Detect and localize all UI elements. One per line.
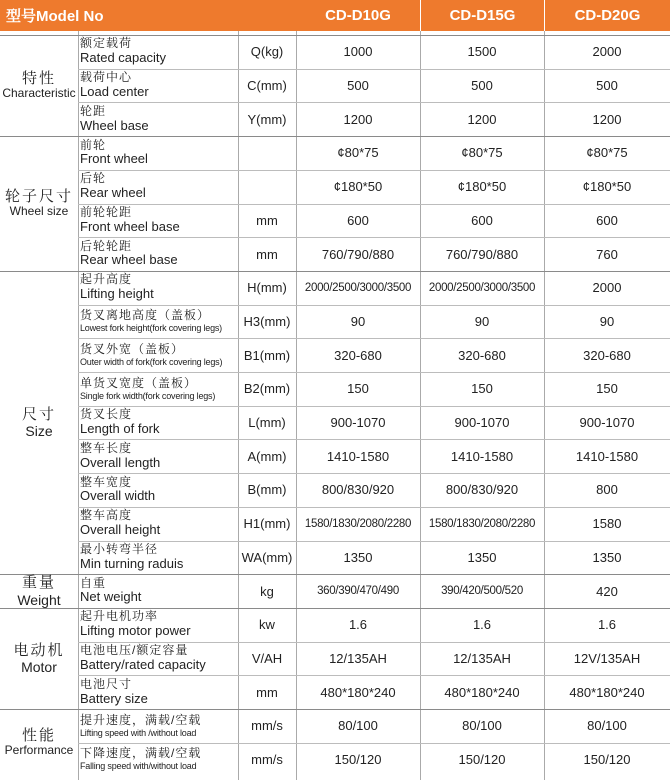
param-label-cn: 提升速度，满载/空载 bbox=[80, 712, 202, 727]
value-cell: 150/120 bbox=[458, 752, 506, 768]
value-cell: 480*180*240 bbox=[569, 684, 645, 700]
param-label bbox=[80, 406, 236, 440]
param-label-cn: 整车宽度 bbox=[80, 474, 133, 489]
unit-cell: mm bbox=[256, 684, 278, 700]
value-cell: 500 bbox=[347, 78, 369, 94]
param-label-cn: 电池电压/额定容量 bbox=[80, 643, 189, 658]
unit-cell: V/AH bbox=[251, 650, 283, 666]
unit-cell: kw bbox=[259, 617, 275, 633]
value-cell: 320-680 bbox=[334, 347, 382, 363]
value-cell: 2000 bbox=[592, 44, 622, 60]
group-label bbox=[0, 271, 78, 574]
group-label-cn: 轮子尺寸 bbox=[4, 187, 73, 205]
value-cell: 150 bbox=[347, 381, 369, 397]
value-cell: 600 bbox=[347, 212, 369, 228]
value-cell: 80/100 bbox=[462, 718, 502, 734]
param-label-cn: 电池尺寸 bbox=[80, 676, 133, 691]
param-label-cn: 起升电机功率 bbox=[80, 609, 159, 624]
param-label bbox=[80, 136, 236, 170]
value-cell: 12/135AH bbox=[453, 650, 511, 666]
value-cell: 900-1070 bbox=[330, 415, 386, 431]
group-label-cn: 电动机 bbox=[13, 641, 65, 659]
model-header-label: 型号Model No bbox=[0, 0, 296, 31]
group-label-en: Performance bbox=[4, 743, 74, 758]
group-label-en: Weight bbox=[17, 591, 61, 608]
value-cell: 90 bbox=[599, 313, 615, 329]
param-label-cn: 下降速度，满载/空载 bbox=[80, 746, 202, 761]
model-header-cd-d20g: CD-D20G bbox=[544, 0, 670, 31]
param-label-en: Overall width bbox=[80, 488, 156, 504]
value-cell: 1.6 bbox=[472, 617, 492, 633]
param-label-cn: 前轮 bbox=[80, 137, 107, 152]
group-label-en: Motor bbox=[21, 659, 57, 676]
param-label-en: Lifting height bbox=[80, 286, 154, 302]
param-label-cn: 后轮 bbox=[80, 171, 107, 186]
value-cell: 12/135AH bbox=[329, 650, 387, 666]
param-label bbox=[80, 102, 236, 136]
value-cell: 480*180*240 bbox=[320, 684, 396, 700]
unit-cell: WA(mm) bbox=[241, 549, 293, 565]
param-label-en: Outer width of fork(fork covering legs) bbox=[80, 356, 223, 367]
param-label bbox=[80, 372, 236, 406]
value-cell: ¢180*50 bbox=[457, 179, 507, 195]
param-label-cn: 自重 bbox=[80, 575, 107, 590]
param-label-cn: 货叉离地高度（盖板） bbox=[80, 308, 211, 323]
value-cell: 760/790/880 bbox=[445, 246, 519, 262]
value-cell: 150 bbox=[471, 381, 493, 397]
param-label bbox=[80, 271, 236, 305]
param-label-cn: 后轮轮距 bbox=[80, 238, 133, 253]
value-cell: 80/100 bbox=[587, 718, 627, 734]
value-cell: 1350 bbox=[467, 549, 497, 565]
param-label bbox=[80, 69, 236, 103]
param-label-en: Rated capacity bbox=[80, 50, 166, 66]
param-label-en: Length of fork bbox=[80, 420, 160, 436]
unit-cell: A(mm) bbox=[247, 448, 287, 464]
group-label-cn: 重量 bbox=[21, 574, 56, 592]
model-header-cd-d10g: CD-D10G bbox=[296, 0, 420, 31]
param-label bbox=[80, 237, 236, 271]
value-cell: 760 bbox=[596, 246, 618, 262]
value-cell: ¢80*75 bbox=[461, 145, 503, 161]
value-cell: 800/830/920 bbox=[321, 482, 395, 498]
param-label bbox=[80, 642, 236, 676]
value-cell: 800 bbox=[596, 482, 618, 498]
value-cell: 320-680 bbox=[458, 347, 506, 363]
value-cell: 500 bbox=[471, 78, 493, 94]
param-label bbox=[80, 305, 236, 339]
param-label bbox=[80, 541, 236, 575]
param-label-cn: 整车高度 bbox=[80, 508, 133, 523]
value-cell: 600 bbox=[471, 212, 493, 228]
value-cell: 1200 bbox=[592, 111, 622, 127]
value-cell: ¢180*50 bbox=[582, 179, 632, 195]
value-cell: 150 bbox=[596, 381, 618, 397]
param-label-en: Min turning raduis bbox=[80, 555, 184, 571]
group-label-en: Size bbox=[25, 423, 53, 440]
group-label-en: Characteristic bbox=[2, 86, 76, 101]
value-cell: 1000 bbox=[343, 44, 373, 60]
unit-cell: Q(kg) bbox=[250, 44, 284, 60]
group-label-en: Wheel size bbox=[9, 204, 69, 219]
param-label bbox=[80, 507, 236, 541]
value-cell: 2000/2500/3000/3500 bbox=[428, 281, 536, 294]
value-cell: 800/830/920 bbox=[445, 482, 519, 498]
param-label bbox=[80, 338, 236, 372]
param-label bbox=[80, 743, 236, 777]
unit-cell: Y(mm) bbox=[247, 111, 287, 127]
param-label bbox=[80, 675, 236, 709]
group-label-cn: 性能 bbox=[21, 727, 56, 745]
unit-cell: H1(mm) bbox=[243, 516, 291, 532]
value-cell: 320-680 bbox=[583, 347, 631, 363]
value-cell: 390/420/500/520 bbox=[441, 585, 523, 598]
unit-cell: C(mm) bbox=[247, 78, 287, 94]
param-label-en: Battery size bbox=[80, 690, 148, 706]
value-cell: 1410-1580 bbox=[450, 448, 514, 464]
param-label bbox=[80, 608, 236, 642]
unit-cell bbox=[238, 136, 296, 170]
param-label-en: Lifting motor power bbox=[80, 623, 191, 639]
value-cell: 360/390/470/490 bbox=[317, 585, 399, 598]
group-label bbox=[0, 608, 78, 709]
unit-cell: mm/s bbox=[251, 718, 283, 734]
param-label bbox=[80, 473, 236, 507]
param-label-cn: 轮距 bbox=[80, 103, 107, 118]
unit-cell: B1(mm) bbox=[243, 347, 291, 363]
param-label-cn: 整车长度 bbox=[80, 440, 133, 455]
value-cell: 1350 bbox=[592, 549, 622, 565]
unit-cell: B(mm) bbox=[247, 482, 287, 498]
value-cell: ¢180*50 bbox=[333, 179, 383, 195]
param-label-en: Battery/rated capacity bbox=[80, 656, 206, 672]
unit-cell: mm bbox=[256, 246, 278, 262]
group-label bbox=[0, 574, 78, 608]
param-label-cn: 起升高度 bbox=[80, 272, 133, 287]
value-cell: 500 bbox=[596, 78, 618, 94]
value-cell: 150/120 bbox=[334, 752, 382, 768]
value-cell: 1580/1830/2080/2280 bbox=[428, 517, 536, 530]
param-label bbox=[80, 439, 236, 473]
unit-cell: kg bbox=[260, 583, 274, 599]
unit-cell bbox=[238, 170, 296, 204]
unit-cell: mm bbox=[256, 212, 278, 228]
value-cell: 1200 bbox=[343, 111, 373, 127]
param-label-en: Front wheel base bbox=[80, 218, 180, 234]
param-label-en: Overall length bbox=[80, 454, 161, 470]
param-label-en: Lowest fork height(fork covering legs) bbox=[80, 323, 222, 334]
value-cell: 2000/2500/3000/3500 bbox=[304, 281, 412, 294]
value-cell: 900-1070 bbox=[579, 415, 635, 431]
value-cell: 1350 bbox=[343, 549, 373, 565]
value-cell: 1580/1830/2080/2280 bbox=[304, 517, 412, 530]
value-cell: 600 bbox=[596, 212, 618, 228]
value-cell: 90 bbox=[350, 313, 366, 329]
value-cell: 1410-1580 bbox=[326, 448, 390, 464]
param-label-cn: 货叉外宽（盖板） bbox=[80, 342, 185, 357]
param-label-en: Rear wheel bbox=[80, 185, 146, 201]
param-label-en: Single fork width(fork covering legs) bbox=[80, 390, 216, 401]
group-label-cn: 特性 bbox=[21, 70, 56, 88]
value-cell: 150/120 bbox=[583, 752, 631, 768]
value-cell: 1500 bbox=[467, 44, 497, 60]
value-cell: 2000 bbox=[592, 280, 622, 296]
unit-cell: B2(mm) bbox=[243, 381, 291, 397]
param-label-cn: 前轮轮距 bbox=[80, 204, 133, 219]
param-label-en: Overall height bbox=[80, 522, 161, 538]
unit-cell: H3(mm) bbox=[243, 313, 291, 329]
param-label bbox=[80, 204, 236, 238]
unit-cell: H(mm) bbox=[247, 280, 287, 296]
value-cell: 12V/135AH bbox=[573, 650, 641, 666]
param-label-cn: 货叉长度 bbox=[80, 407, 133, 422]
group-label bbox=[0, 136, 78, 271]
param-label bbox=[80, 574, 236, 608]
param-label-en: Rear wheel base bbox=[80, 252, 178, 268]
value-cell: 420 bbox=[596, 583, 618, 599]
value-cell: ¢80*75 bbox=[337, 145, 379, 161]
model-header-cd-d15g: CD-D15G bbox=[420, 0, 544, 31]
param-label-en: Net weight bbox=[80, 589, 142, 605]
param-label-cn: 载荷中心 bbox=[80, 70, 133, 85]
param-label-cn: 单货叉宽度（盖板） bbox=[80, 375, 198, 390]
group-label bbox=[0, 35, 78, 136]
param-label-en: Falling speed with/without load bbox=[80, 761, 197, 772]
value-cell: ¢80*75 bbox=[586, 145, 628, 161]
value-cell: 1.6 bbox=[348, 617, 368, 633]
value-cell: 1.6 bbox=[597, 617, 617, 633]
param-label-en: Front wheel bbox=[80, 151, 148, 167]
param-label bbox=[80, 170, 236, 204]
value-cell: 480*180*240 bbox=[444, 684, 520, 700]
value-cell: 1200 bbox=[467, 111, 497, 127]
param-label bbox=[80, 35, 236, 69]
value-cell: 900-1070 bbox=[454, 415, 510, 431]
group-label-cn: 尺寸 bbox=[21, 405, 56, 423]
value-cell: 1410-1580 bbox=[575, 448, 639, 464]
unit-cell: L(mm) bbox=[248, 415, 286, 431]
value-cell: 760/790/880 bbox=[321, 246, 395, 262]
unit-cell: mm/s bbox=[251, 752, 283, 768]
param-label bbox=[80, 709, 236, 743]
group-label bbox=[0, 709, 78, 776]
value-cell: 80/100 bbox=[338, 718, 378, 734]
param-label-en: Load center bbox=[80, 83, 149, 99]
param-label-cn: 额定载荷 bbox=[80, 36, 133, 51]
param-label-cn: 最小转弯半径 bbox=[80, 541, 159, 556]
param-label-en: Wheel base bbox=[80, 117, 149, 133]
value-cell: 90 bbox=[474, 313, 490, 329]
value-cell: 1580 bbox=[592, 516, 622, 532]
param-label-en: Lifting speed with /without load bbox=[80, 727, 197, 738]
